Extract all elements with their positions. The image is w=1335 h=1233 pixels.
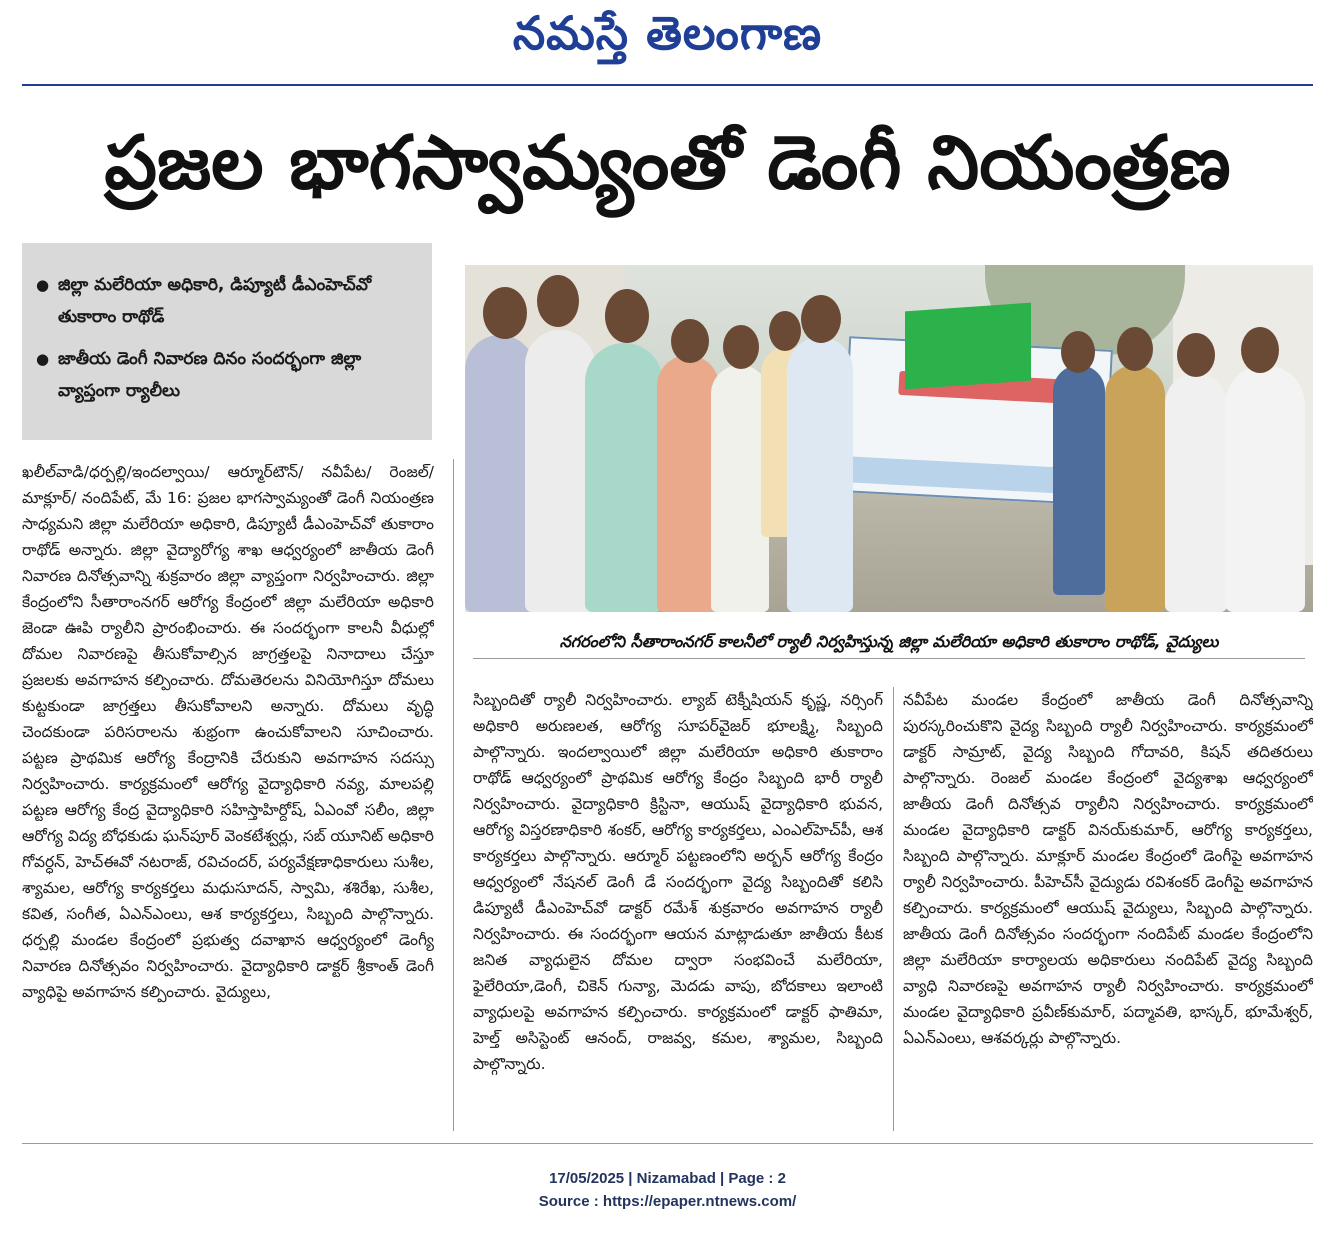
bullet-icon: ●	[36, 350, 50, 368]
photo-person-head	[671, 319, 709, 363]
photo-person	[585, 343, 663, 612]
column-divider	[453, 459, 454, 1131]
photo-person	[787, 337, 853, 612]
news-photo	[465, 265, 1313, 612]
photo-person-head	[1061, 331, 1095, 373]
column-divider	[893, 687, 894, 1131]
highlight-text: జాతీయ డెంగీ నివారణ దినం సందర్భంగా జిల్లా వ్యాప్తంగా ర్యాలీలు	[58, 349, 362, 401]
photo-person	[1053, 365, 1105, 595]
masthead	[0, 4, 1335, 74]
highlight-item	[36, 269, 416, 333]
article-column-1: ఖలీల్‌వాడి/ధర్పల్లి/ఇందల్వాయి/ ఆర్మూర్‌టౌన్/ నవీపేట/ రెంజల్/ మాక్లూర్/ నందిపేట్, మే 16: ప్రజల భాగస్వామ్యంతో డెంగీ నియంత్రణ సాధ్యమని జిల్లా మలేరియా అధికారి, డిప్యూటీ డీఎంహెచ్‌వో తుకారాం రాథోడ్ అన్నారు. జిల్లా వైద్యారోగ్య శాఖ ఆధ్వర్యంలో జాతీయ డెంగీ నివారణ దినోత్సవాన్ని శుక్రవారం జిల్లా వ్యాప్తంగా నిర్వహించారు. జిల్లా కేంద్రంలోని సీతారాంనగర్ ఆరోగ్య కేంద్రంలో జిల్లా మలేరియా అధికారి జెండా ఊపి ర్యాలీని ప్రారంభించారు. ఈ సందర్భంగా కాలనీ వీధుల్లో దోమల నివారణపై తీసుకోవాల్సిన జాగ్రత్తలపై నినాదాలు చేస్తూ ప్రజలకు అవగాహన కల్పించారు. దోమతెరలను వినియోగిస్తూ దోమలు కుట్టకుండా జాగ్రత్తలు తీసుకోవాలని అన్నారు. దోమలు వృద్ధి చెందకుండా పరిసరాలను శుభ్రంగా ఉంచుకోవాలని సూచించారు. పట్టణ ప్రాథమిక ఆరోగ్య కేంద్రానికి చేరుకుని అవగాహన సదస్సు నిర్వహించారు. కార్యక్రమంలో ఆరోగ్య వైద్యాధికారి నవ్య, మాలపల్లి పట్టణ ఆరోగ్య కేంద్ర వైద్యాధికారి సహిస్తాహిర్దోష్, ఏఎంవో సలీం, జిల్లా ఆరోగ్య విద్య బోధకుడు ఘన్‌పూర్ వెంకటేశ్వర్లు, సబ్ యూనిట్ అధికారి గోవర్ధన్, హెచ్ఈవో నటరాజ్, రవిచందర్, పర్యవేక్షణాధికారులు సుశీల, శ్యామల, ఆరోగ్య కార్యకర్తలు మధుసూదన్, స్వామి, శశిరేఖ, సుశీల, కవిత, సంగీత, ఏఎన్ఎంలు, ఆశ కార్యకర్తలు, సిబ్బంది పాల్గొన్నారు. ధర్పల్లి మండల కేంద్రంలో ప్రభుత్వ దవాఖాన ఆధ్వర్యంలో డెంగ్యీ నివారణ దినోత్సవం నిర్వహించారు. వైద్యాధికారి డాక్టర్ శ్రీకాంత్ డెంగీ వ్యాధిపై అవగాహన కల్పించారు. వైద్యులు,	[22, 463, 434, 1001]
photo-person-head	[1117, 327, 1153, 371]
photo-person-head	[723, 325, 759, 369]
article-column-3: నవీపేట మండల కేంద్రంలో జాతీయ డెంగీ దినోత్సవాన్ని పురస్కరించుకొని వైద్య సిబ్బంది ర్యాలీ నిర్వహించారు. కార్యక్రమంలో డాక్టర్ సామ్రాట్, వైద్య సిబ్బంది గోదావరి, కిషన్ తదితరులు పాల్గొన్నారు. రెంజల్ మండల కేంద్రంలో వైద్యశాఖ ఆధ్వర్యంలో జాతీయ డెంగీ దినోత్సవ ర్యాలీని నిర్వహించారు. కార్యక్రమంలో మండల వైద్యాధికారి డాక్టర్ వినయ్‌కుమార్, ఆరోగ్య కార్యకర్తలు, సిబ్బంది పాల్గొన్నారు. మాక్లూర్ మండల కేంద్రంలో డెంగీపై అవగాహన ర్యాలీ నిర్వహించారు. పీహెచ్‌సీ వైద్యుడు రవిశంకర్ డెంగీపై అవగాహన కల్పించారు. కార్యక్రమంలో ఆయుష్ వైద్యులు, సిబ్బంది పాల్గొన్నారు. జాతీయ డెంగీ దినోత్సవం సందర్భంగా నందిపేట్ మండల కేంద్రంలోని జిల్లా మలేరియా కార్యాలయ అధికారులు నందిపేట్ వైద్య సిబ్బంది వ్యాధి నివారణపై అవగాహన ర్యాలీ నిర్వహించారు. కార్యక్రమంలో మండల వైద్యాధికారి ప్రవీణ్‌కుమార్, పద్మావతి, భాస్కర్, భూమేశ్వర్, ఏఎన్ఎంలు, ఆశవర్కర్లు పాల్గొన్నారు.	[903, 691, 1313, 1047]
newspaper-logo-title: నమస్తే తెలంగాణ	[512, 6, 823, 60]
footer-rule	[22, 1143, 1313, 1144]
photo-person	[1225, 365, 1305, 612]
photo-person-head	[483, 287, 527, 339]
photo-person-head	[769, 311, 801, 351]
bullet-icon: ●	[36, 276, 50, 294]
photo-person-head	[605, 289, 649, 343]
photo-person-head	[537, 275, 579, 327]
green-flag	[905, 303, 1031, 390]
photo-person	[1105, 365, 1165, 612]
article-column-2: సిబ్బందితో ర్యాలీ నిర్వహించారు. ల్యాబ్ టెక్నీషియన్ కృష్ణ, నర్సింగ్ అధికారి అరుణలత, ఆరోగ్య సూపర్‌వైజర్ భూలక్ష్మి, సిబ్బంది పాల్గొన్నారు. ఇందల్వాయిలో జిల్లా మలేరియా అధికారి తుకారాం రాథోడ్ ఆధ్వర్యంలో ప్రాథమిక ఆరోగ్య కేంద్రం సిబ్బంది భారీ ర్యాలీ నిర్వహించారు. వైద్యాధికారి క్రిస్టినా, ఆయుష్ వైద్యాధికారి భువన, ఆరోగ్య విస్తరణాధికారి శంకర్, ఆరోగ్య కార్యకర్తలు, ఎంఎల్‌హెచ్‌పీ, ఆశ కార్యకర్తలు పాల్గొన్నారు. ఆర్మూర్ పట్టణంలోని అర్బన్ ఆరోగ్య కేంద్రం ఆధ్వర్యంలో నేషనల్ డెంగీ డే సందర్భంగా వైద్య సిబ్బందితో కలిసి డిప్యూటీ డీఎంహెచ్‌వో డాక్టర్ రమేశ్ శుక్రవారం అవగాహన ర్యాలీ నిర్వహించారు. ఈ సందర్భంగా ఆయన మాట్లాడుతూ జాతీయ కీటక జనిత వ్యాధులైన దోమల ద్వారా సంభవించే మలేరియా, ఫైలేరియా,డెంగీ, చికెన్ గున్యా, మెదడు వాపు, బోదకాలు ఇలాంటి వ్యాధులపై అవగాహన కల్పించారు. కార్యక్రమంలో డాక్టర్ ఫాతిమా, హెల్త్ అసిస్టెంట్ ఆనంద్, రాజవ్వ, కమల, శ్యామల, సిబ్బంది పాల్గొన్నారు.	[473, 691, 883, 1073]
highlight-item	[36, 343, 416, 407]
photo-person	[1165, 373, 1227, 612]
footer-source-link[interactable]: Source : https://epaper.ntnews.com/	[538, 1193, 797, 1210]
footer-date-edition: 17/05/2025 | Nizamabad | Page : 2	[549, 1170, 786, 1187]
headline: ప్రజల భాగస్వామ్యంతో డెంగీ నియంత్రణ	[104, 120, 1231, 206]
highlight-text: జిల్లా మలేరియా అధికారి, డిప్యూటీ డీఎంహెచ్‌వో తుకారాం రాథోడ్	[58, 275, 372, 327]
masthead-rule	[22, 84, 1313, 86]
photo-person-head	[801, 295, 841, 343]
photo-caption: నగరంలోని సీతారాంనగర్ కాలనీలో ర్యాలీ నిర్వహిస్తున్న జిల్లా మలేరియా అధికారి తుకారాం రాథోడ్, వైద్యులు	[559, 631, 1219, 651]
caption-rule	[473, 658, 1305, 659]
highlights-box	[22, 243, 432, 440]
photo-person-head	[1177, 333, 1215, 377]
photo-person	[657, 355, 719, 612]
photo-person-head	[1241, 327, 1279, 373]
